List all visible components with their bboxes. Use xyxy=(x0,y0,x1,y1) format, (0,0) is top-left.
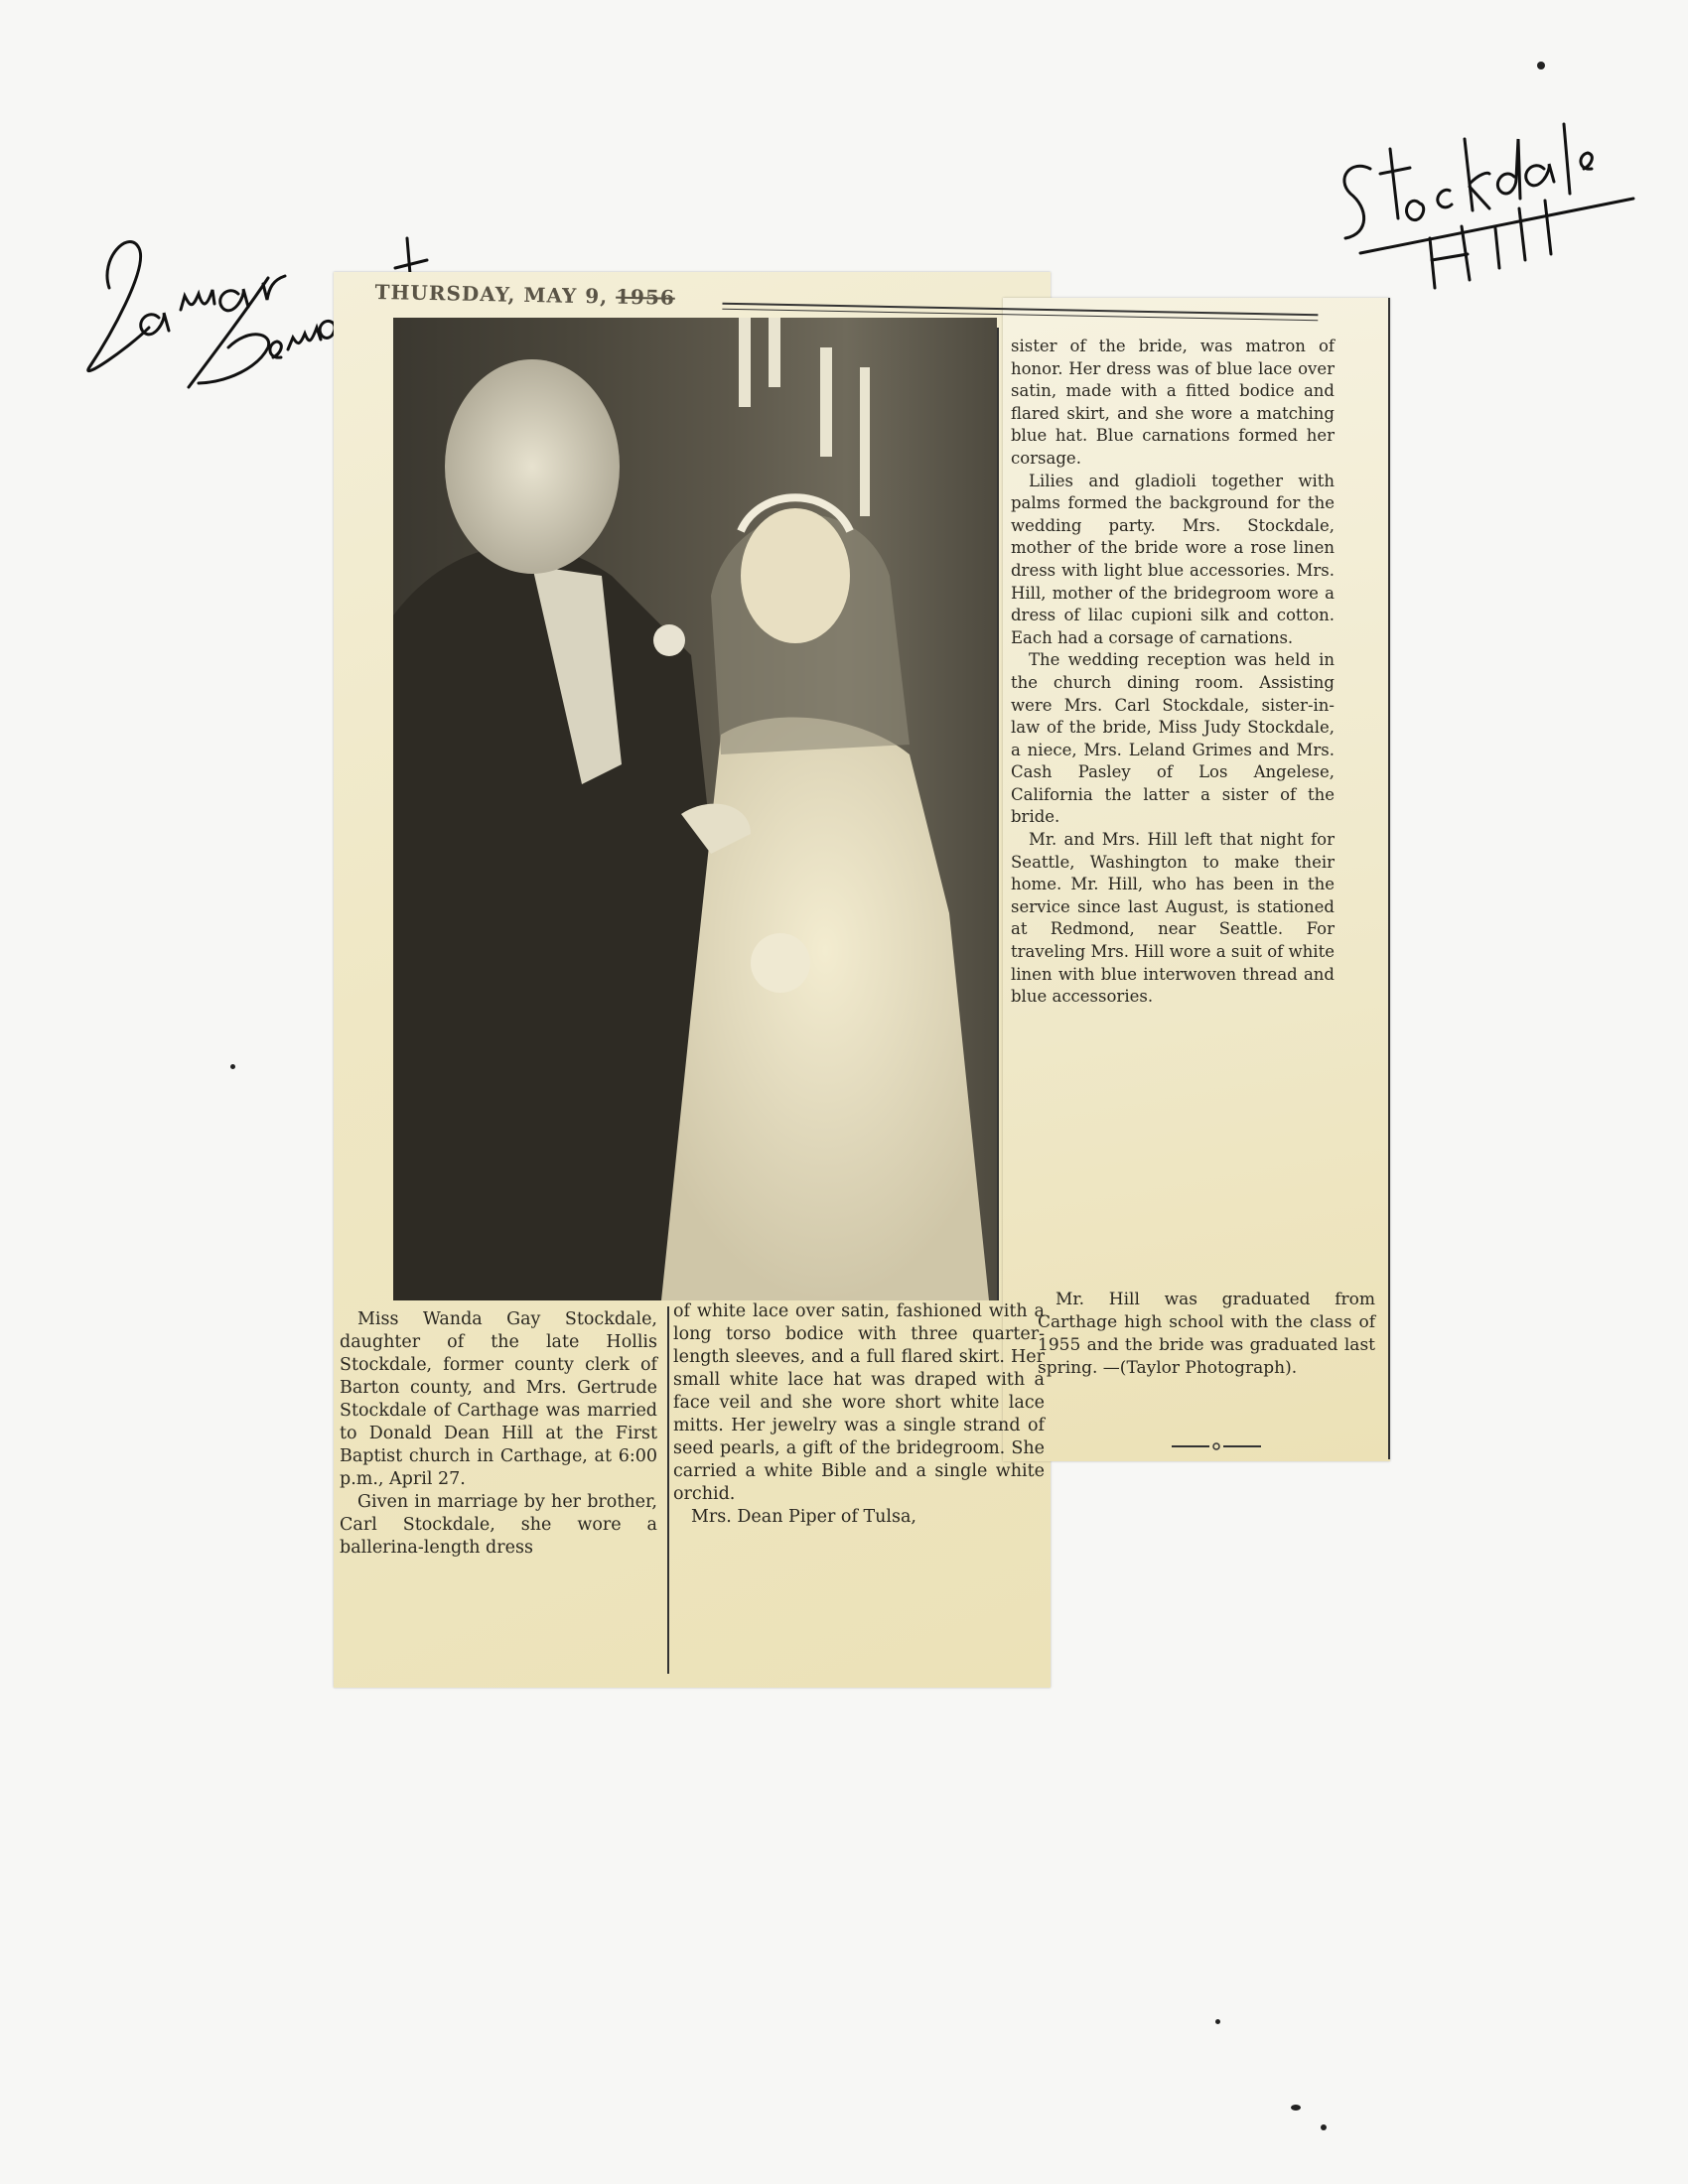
masthead-day-date: THURSDAY, MAY 9, xyxy=(374,279,609,309)
masthead-year: 1956 xyxy=(615,284,676,310)
article-paragraph: sister of the bride, was matron of honor. Her dress was of blue lace over satin, made with a fitted bodice and flared skirt, and she wore a matching blue hat. Blue carnations formed her corsage. xyxy=(1011,337,1335,468)
column-rule-lower xyxy=(667,1306,669,1674)
wedding-photo-image xyxy=(393,318,997,1300)
article-paragraph: Given in marriage by her brother, Carl Stockdale, she wore a ballerina-length dress xyxy=(340,1492,657,1558)
handwriting-stockdale-hill xyxy=(1331,99,1638,308)
scan-speck xyxy=(1537,62,1545,69)
article-column-a xyxy=(340,1308,657,1560)
scan-speck xyxy=(1321,2124,1327,2130)
article-right-column xyxy=(1011,336,1335,1009)
article-column-b xyxy=(673,1300,1045,1529)
scan-speck xyxy=(1291,2105,1301,2111)
article-paragraph: Lilies and gladioli together with palms formed the background for the wedding party. Mrs. Stockdale, mother of the bride wore a rose linen dress with light blue accessories. Mrs. Hill, mother of the bridegroom wore a dress of lilac cupioni silk and cotton. Each had a corsage of carnations. xyxy=(1011,471,1335,647)
article-paragraph: Mr. Hill was graduated from Carthage high school with the class of 1955 and the bride was graduated last spring. —(Taylor Photograph). xyxy=(1038,1290,1375,1378)
handwritten-note-stockdale-hill xyxy=(1331,99,1638,308)
article-paragraph: of white lace over satin, fashioned with a long torso bodice with three quarter-length sleeves, and a full flared skirt. Her small white lace hat was draped with a face veil and she wore short white lace mitts. Her jewelry was a single strand of seed pearls, a gift of the bridegroom. She carried a white Bible and a single white orchid. xyxy=(673,1301,1045,1504)
masthead-date xyxy=(374,280,675,310)
article-paragraph: Miss Wanda Gay Stockdale, daughter of the late Hollis Stockdale, former county clerk of Barton county, and Mrs. Gertrude Stockdale of Carthage was married to Donald Dean Hill at the First Baptist church in Carthage, at 6:00 p.m., April 27. xyxy=(340,1309,657,1489)
article-right-column-end xyxy=(1038,1289,1375,1380)
column-rule xyxy=(997,328,999,1300)
wedding-photo xyxy=(393,318,997,1300)
article-end-mark xyxy=(1172,1441,1261,1451)
article-paragraph: The wedding reception was held in the church dining room. Assisting were Mrs. Carl Stockdale, sister-in-law of the bride, Miss Judy Stockdale, a niece, Mrs. Leland Grimes and Mrs. Cash Pasley of Los Angelese, California the latter a sister of the bride. xyxy=(1011,650,1335,827)
clipping-edge-rule xyxy=(1388,298,1390,1459)
scan-speck xyxy=(230,1064,235,1069)
scan-speck xyxy=(1215,2019,1220,2024)
article-paragraph: Mrs. Dean Piper of Tulsa, xyxy=(691,1507,916,1527)
article-paragraph: Mr. and Mrs. Hill left that night for Seattle, Washington to make their home. Mr. Hill, who has been in the service since last August, is stationed at Redmond, near Seattle. For traveling Mrs. Hill wore a suit of white linen with blue interwoven thread and blue accessories. xyxy=(1011,830,1335,1007)
